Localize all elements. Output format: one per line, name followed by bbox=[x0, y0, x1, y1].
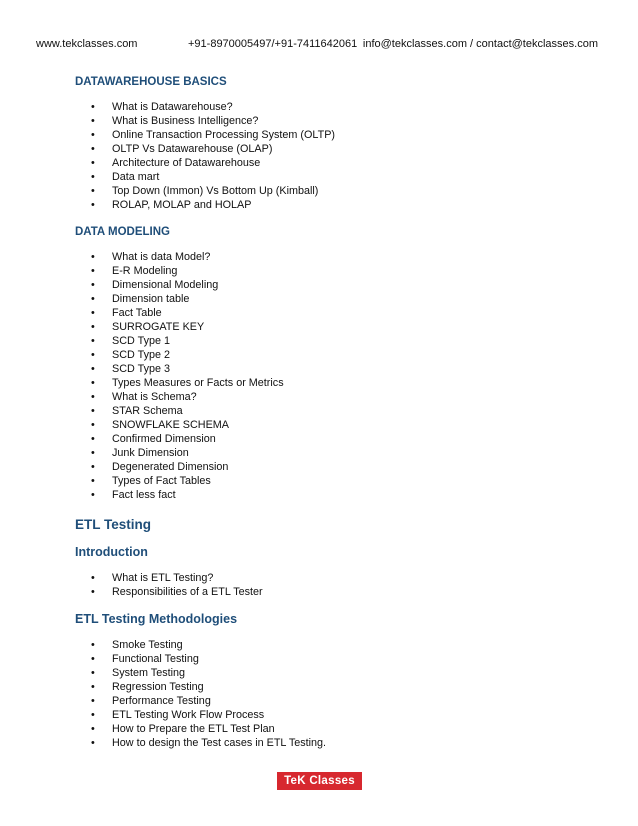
list-item: • Smoke Testing bbox=[91, 639, 183, 651]
section-title-etl-testing: ETL Testing bbox=[75, 517, 152, 532]
list-item: • SURROGATE KEY bbox=[91, 321, 205, 333]
list-item: • SCD Type 3 bbox=[91, 363, 171, 375]
list-item: • What is Schema? bbox=[91, 391, 197, 403]
list-datawarehouse-basics bbox=[75, 100, 595, 212]
list-item: • Data mart bbox=[91, 171, 160, 183]
list-item: • ETL Testing Work Flow Process bbox=[91, 709, 265, 721]
list-item: • What is ETL Testing? bbox=[91, 572, 214, 584]
header-website: www.tekclasses.com bbox=[36, 38, 138, 50]
list-item: • E-R Modeling bbox=[91, 265, 178, 277]
list-item: • Dimension table bbox=[91, 293, 190, 305]
list-item: • Regression Testing bbox=[91, 681, 204, 693]
list-item: • SCD Type 1 bbox=[91, 335, 171, 347]
list-item: • STAR Schema bbox=[91, 405, 183, 417]
section-title-data-modeling: DATA MODELING bbox=[75, 226, 170, 238]
syllabus-content bbox=[75, 74, 595, 750]
list-item: • What is data Model? bbox=[91, 251, 211, 263]
list-item: • Top Down (Immon) Vs Bottom Up (Kimball) bbox=[91, 185, 319, 197]
tek-classes-logo: TeK Classes bbox=[277, 772, 362, 790]
list-item: • Fact less fact bbox=[91, 489, 176, 501]
section-title-etl-testing-methodologies: ETL Testing Methodologies bbox=[75, 612, 238, 626]
list-item: • Types of Fact Tables bbox=[91, 475, 211, 487]
list-item: • Junk Dimension bbox=[91, 447, 189, 459]
list-item: • Types Measures or Facts or Metrics bbox=[91, 377, 284, 389]
list-item: • Architecture of Datawarehouse bbox=[91, 157, 261, 169]
list-item: • How to Prepare the ETL Test Plan bbox=[91, 723, 275, 735]
list-item: • Performance Testing bbox=[91, 695, 211, 707]
header-email: info@tekclasses.com / contact@tekclasses.com bbox=[362, 38, 598, 50]
list-item: • Responsibilities of a ETL Tester bbox=[91, 586, 263, 598]
list-item: • What is Datawarehouse? bbox=[91, 101, 233, 113]
list-item: • How to design the Test cases in ETL Testing. bbox=[91, 737, 327, 749]
list-item: • Functional Testing bbox=[91, 653, 199, 665]
list-item: • ROLAP, MOLAP and HOLAP bbox=[91, 199, 252, 211]
list-item: • Confirmed Dimension bbox=[91, 433, 216, 445]
list-item: • Dimensional Modeling bbox=[91, 279, 219, 291]
section-title-datawarehouse-basics: DATAWAREHOUSE BASICS bbox=[75, 76, 227, 88]
list-item: • Degenerated Dimension bbox=[91, 461, 229, 473]
list-data-modeling bbox=[75, 250, 595, 502]
list-item: • SNOWFLAKE SCHEMA bbox=[91, 419, 229, 431]
section-title-introduction: Introduction bbox=[75, 545, 148, 559]
page-header bbox=[36, 38, 602, 52]
list-item: • System Testing bbox=[91, 667, 186, 679]
list-item: • OLTP Vs Datawarehouse (OLAP) bbox=[91, 143, 273, 155]
list-item: • Online Transaction Processing System (OLTP) bbox=[91, 129, 336, 141]
list-etl-testing-methodologies bbox=[75, 638, 595, 750]
list-introduction bbox=[75, 571, 595, 599]
list-item: • What is Business Intelligence? bbox=[91, 115, 259, 127]
header-phone: +91-8970005497/+91-7411642061 bbox=[188, 38, 358, 50]
list-item: • SCD Type 2 bbox=[91, 349, 171, 361]
list-item: • Fact Table bbox=[91, 307, 162, 319]
